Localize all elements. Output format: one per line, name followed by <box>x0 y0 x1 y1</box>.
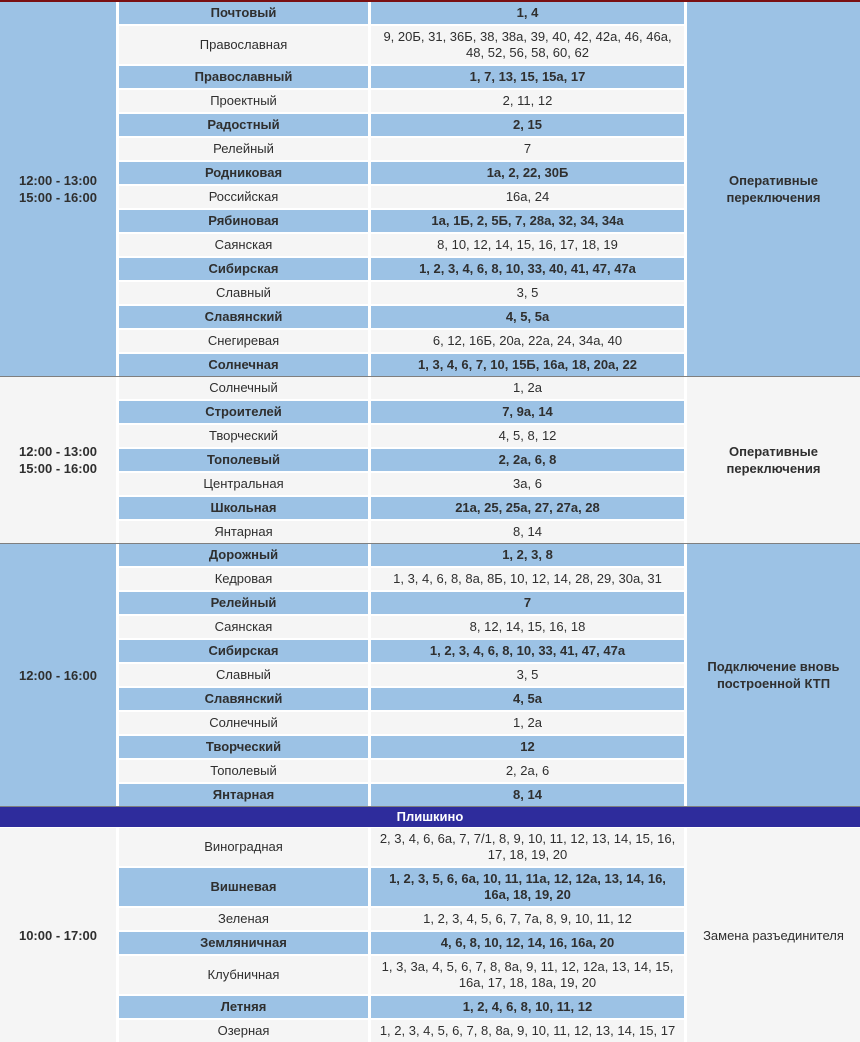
houses-cell: 1, 3, 3а, 4, 5, 6, 7, 8, 8а, 9, 11, 12, 12а, 13, 14, 15, 16а, 17, 18, 18а, 19, 20 <box>368 956 684 996</box>
houses-cell: 4, 5а <box>368 688 684 712</box>
time-range: 10:00 - 17:00 <box>18 927 98 943</box>
houses-cell: 9, 20Б, 31, 36Б, 38, 38а, 39, 40, 42, 42а, 46, 46а, 48, 52, 56, 58, 60, 62 <box>368 26 684 66</box>
houses-cell: 1, 2, 3, 8 <box>368 544 684 568</box>
time-cell <box>0 544 116 806</box>
time-cell <box>0 2 116 376</box>
time-cell <box>0 377 116 543</box>
street-cell: Вишневая <box>116 868 368 908</box>
time-range: 15:00 - 16:00 <box>18 190 98 205</box>
houses-cell: 7 <box>368 138 684 162</box>
street-cell: Саянская <box>116 234 368 258</box>
street-cell: Янтарная <box>116 784 368 806</box>
street-cell: Рябиновая <box>116 210 368 234</box>
street-cell: Тополевый <box>116 760 368 784</box>
street-cell: Снегиревая <box>116 330 368 354</box>
street-cell: Кедровая <box>116 568 368 592</box>
street-cell: Озерная <box>116 1020 368 1042</box>
houses-cell: 1, 2а <box>368 377 684 401</box>
schedule-table <box>0 2 860 1042</box>
houses-cell: 4, 5, 8, 12 <box>368 425 684 449</box>
street-cell: Школьная <box>116 497 368 521</box>
houses-cell: 12 <box>368 736 684 760</box>
houses-cell: 2, 11, 12 <box>368 90 684 114</box>
houses-cell: 1а, 1Б, 2, 5Б, 7, 28а, 32, 34, 34а <box>368 210 684 234</box>
houses-cell: 1, 2, 3, 4, 5, 6, 7, 8, 8а, 9, 10, 11, 12, 13, 14, 15, 17 <box>368 1020 684 1042</box>
street-cell: Виноградная <box>116 828 368 868</box>
street-cell: Сибирская <box>116 640 368 664</box>
street-cell: Янтарная <box>116 521 368 543</box>
street-cell: Родниковая <box>116 162 368 186</box>
houses-cell: 8, 14 <box>368 521 684 543</box>
houses-cell: 7 <box>368 592 684 616</box>
houses-cell: 2, 2а, 6 <box>368 760 684 784</box>
street-cell: Солнечная <box>116 354 368 376</box>
street-cell: Славный <box>116 664 368 688</box>
work-type-cell: Оперативные переключения <box>684 2 860 376</box>
street-cell: Славянский <box>116 306 368 330</box>
street-cell: Саянская <box>116 616 368 640</box>
houses-cell: 8, 14 <box>368 784 684 806</box>
houses-cell: 6, 12, 16Б, 20а, 22а, 24, 34а, 40 <box>368 330 684 354</box>
street-cell: Зеленая <box>116 908 368 932</box>
street-cell: Почтовый <box>116 2 368 26</box>
houses-cell: 8, 10, 12, 14, 15, 16, 17, 18, 19 <box>368 234 684 258</box>
work-type-cell: Подключение вновь построенной КТП <box>684 544 860 806</box>
street-cell: Православная <box>116 26 368 66</box>
houses-cell: 1, 2, 4, 6, 8, 10, 11, 12 <box>368 996 684 1020</box>
houses-cell: 1, 2, 3, 4, 6, 8, 10, 33, 41, 47, 47а <box>368 640 684 664</box>
houses-cell: 1, 3, 4, 6, 8, 8а, 8Б, 10, 12, 14, 28, 29, 30а, 31 <box>368 568 684 592</box>
houses-cell: 21а, 25, 25а, 27, 27а, 28 <box>368 497 684 521</box>
time-cell <box>0 828 116 1042</box>
houses-cell: 16а, 24 <box>368 186 684 210</box>
section-header: Плишкино <box>0 807 860 828</box>
street-cell: Славянский <box>116 688 368 712</box>
street-cell: Проектный <box>116 90 368 114</box>
street-cell: Творческий <box>116 425 368 449</box>
street-cell: Дорожный <box>116 544 368 568</box>
street-cell: Земляничная <box>116 932 368 956</box>
houses-cell: 1, 4 <box>368 2 684 26</box>
houses-cell: 1, 2, 3, 5, 6, 6а, 10, 11, 11а, 12, 12а, 13, 14, 16, 16а, 18, 19, 20 <box>368 868 684 908</box>
houses-cell: 1, 2, 3, 4, 5, 6, 7, 7а, 8, 9, 10, 11, 12 <box>368 908 684 932</box>
houses-cell: 1, 2, 3, 4, 6, 8, 10, 33, 40, 41, 47, 47а <box>368 258 684 282</box>
houses-cell: 3а, 6 <box>368 473 684 497</box>
work-type-cell: Замена разъединителя <box>684 828 860 1042</box>
street-cell: Клубничная <box>116 956 368 996</box>
street-cell: Православный <box>116 66 368 90</box>
street-cell: Летняя <box>116 996 368 1020</box>
street-cell: Релейный <box>116 592 368 616</box>
houses-cell: 4, 6, 8, 10, 12, 14, 16, 16а, 20 <box>368 932 684 956</box>
street-cell: Славный <box>116 282 368 306</box>
time-range: 15:00 - 16:00 <box>18 461 98 476</box>
street-cell: Тополевый <box>116 449 368 473</box>
work-type-cell: Оперативные переключения <box>684 377 860 543</box>
houses-cell: 8, 12, 14, 15, 16, 18 <box>368 616 684 640</box>
houses-cell: 1а, 2, 22, 30Б <box>368 162 684 186</box>
street-cell: Центральная <box>116 473 368 497</box>
street-cell: Сибирская <box>116 258 368 282</box>
houses-cell: 4, 5, 5а <box>368 306 684 330</box>
houses-cell: 1, 7, 13, 15, 15а, 17 <box>368 66 684 90</box>
time-range: 12:00 - 16:00 <box>18 667 98 683</box>
street-cell: Строителей <box>116 401 368 425</box>
street-cell: Российская <box>116 186 368 210</box>
street-cell: Радостный <box>116 114 368 138</box>
street-cell: Релейный <box>116 138 368 162</box>
street-cell: Солнечный <box>116 712 368 736</box>
time-range: 12:00 - 13:00 <box>18 173 98 188</box>
houses-cell: 2, 15 <box>368 114 684 138</box>
street-cell: Творческий <box>116 736 368 760</box>
time-range: 12:00 - 13:00 <box>18 444 98 459</box>
street-cell: Солнечный <box>116 377 368 401</box>
houses-cell: 2, 3, 4, 6, 6а, 7, 7/1, 8, 9, 10, 11, 12, 13, 14, 15, 16, 17, 18, 19, 20 <box>368 828 684 868</box>
houses-cell: 3, 5 <box>368 664 684 688</box>
houses-cell: 2, 2а, 6, 8 <box>368 449 684 473</box>
houses-cell: 1, 2а <box>368 712 684 736</box>
houses-cell: 3, 5 <box>368 282 684 306</box>
houses-cell: 7, 9а, 14 <box>368 401 684 425</box>
houses-cell: 1, 3, 4, 6, 7, 10, 15Б, 16а, 18, 20а, 22 <box>368 354 684 376</box>
